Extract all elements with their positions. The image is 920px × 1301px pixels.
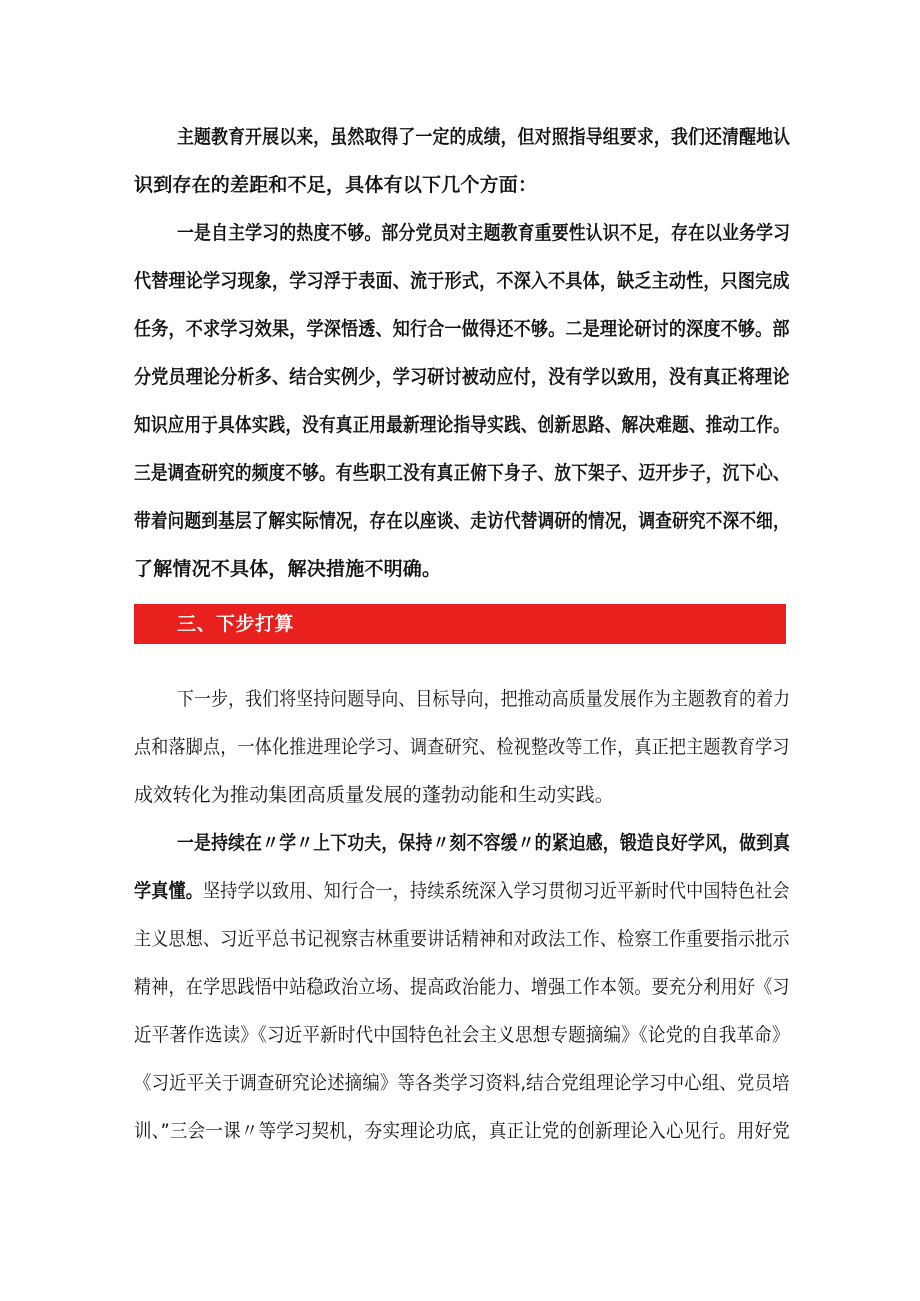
paragraph-4-line-1: 一是持续在〃学〃上下功夫，保持〃刻不容缓〃的紧迫感，锻造良好学风，做到真	[177, 832, 791, 854]
paragraph-1-line-2: 识到存在的差距和不足，具体有以下几个方面：	[134, 174, 538, 196]
paragraph-4-line-2	[134, 880, 790, 902]
paragraph-4-line-5: 近平著作选读》《习近平新时代中国特色社会主义思想专题摘编》《论党的自我革命》	[134, 1024, 790, 1046]
paragraph-4-line-7: 训、”三会一课〃等学习契机，夯实理论功底，真正让党的创新理论入心见行。用好党	[134, 1120, 790, 1142]
paragraph-2-line-5: 知识应用于具体实践，没有真正用最新理论指导实践、创新思路、解决难题、推动工作。	[134, 414, 790, 436]
paragraph-2-line-6: 三是调查研究的频度不够。有些职工没有真正俯下身子、放下架子、迈开步子，沉下心、	[134, 462, 790, 484]
paragraph-3-line-3: 成效转化为推动集团高质量发展的蓬勃动能和生动实践。	[134, 784, 615, 806]
paragraph-3-line-1: 下一步，我们将坚持问题导向、目标导向，把推动高质量发展作为主题教育的着力	[177, 688, 791, 710]
paragraph-2-line-1: 一是自主学习的热度不够。部分党员对主题教育重要性认识不足，存在以业务学习	[177, 222, 791, 244]
paragraph-2-line-3: 任务，不求学习效果，学深悟透、知行合一做得还不够。二是理论研讨的深度不够。部	[134, 318, 790, 340]
paragraph-4-line-2-bold-lead: 学真懂。	[134, 880, 204, 902]
paragraph-1-line-1: 主题教育开展以来，虽然取得了一定的成绩，但对照指导组要求，我们还清醒地认	[177, 126, 791, 148]
paragraph-2-line-7: 带着问题到基层了解实际情况，存在以座谈、走访代替调研的情况，调查研究不深不细，	[134, 510, 790, 532]
paragraph-4-line-3: 主义思想、习近平总书记视察吉林重要讲话精神和对政法工作、检察工作重要指示批示	[134, 928, 790, 950]
section-heading-title: 三、下步打算	[177, 613, 295, 635]
paragraph-4-line-6: 《习近平关于调查研究论述摘编》等各类学习资料,结合党组理论学习中心组、党员培	[134, 1072, 790, 1094]
paragraph-3-line-2: 点和落脚点，一体化推进理论学习、调查研究、检视整改等工作，真正把主题教育学习	[134, 736, 790, 758]
paragraph-2-line-8: 了解情况不具体，解决措施不明确。	[134, 558, 442, 580]
paragraph-4-line-4: 精神，在学思践悟中站稳政治立场、提高政治能力、增强工作本领。要充分利用好《习	[134, 976, 790, 998]
paragraph-2-line-4: 分党员理论分析多、结合实例少，学习研讨被动应付，没有学以致用，没有真正将理论	[134, 366, 790, 388]
paragraph-2-line-2: 代替理论学习现象，学习浮于表面、流于形式，不深入不具体，缺乏主动性，只图完成	[134, 270, 790, 292]
paragraph-4-line-2-rest: 坚持学以致用、知行合一，持续系统深入学习贯彻习近平新时代中国特色社会	[203, 880, 790, 902]
